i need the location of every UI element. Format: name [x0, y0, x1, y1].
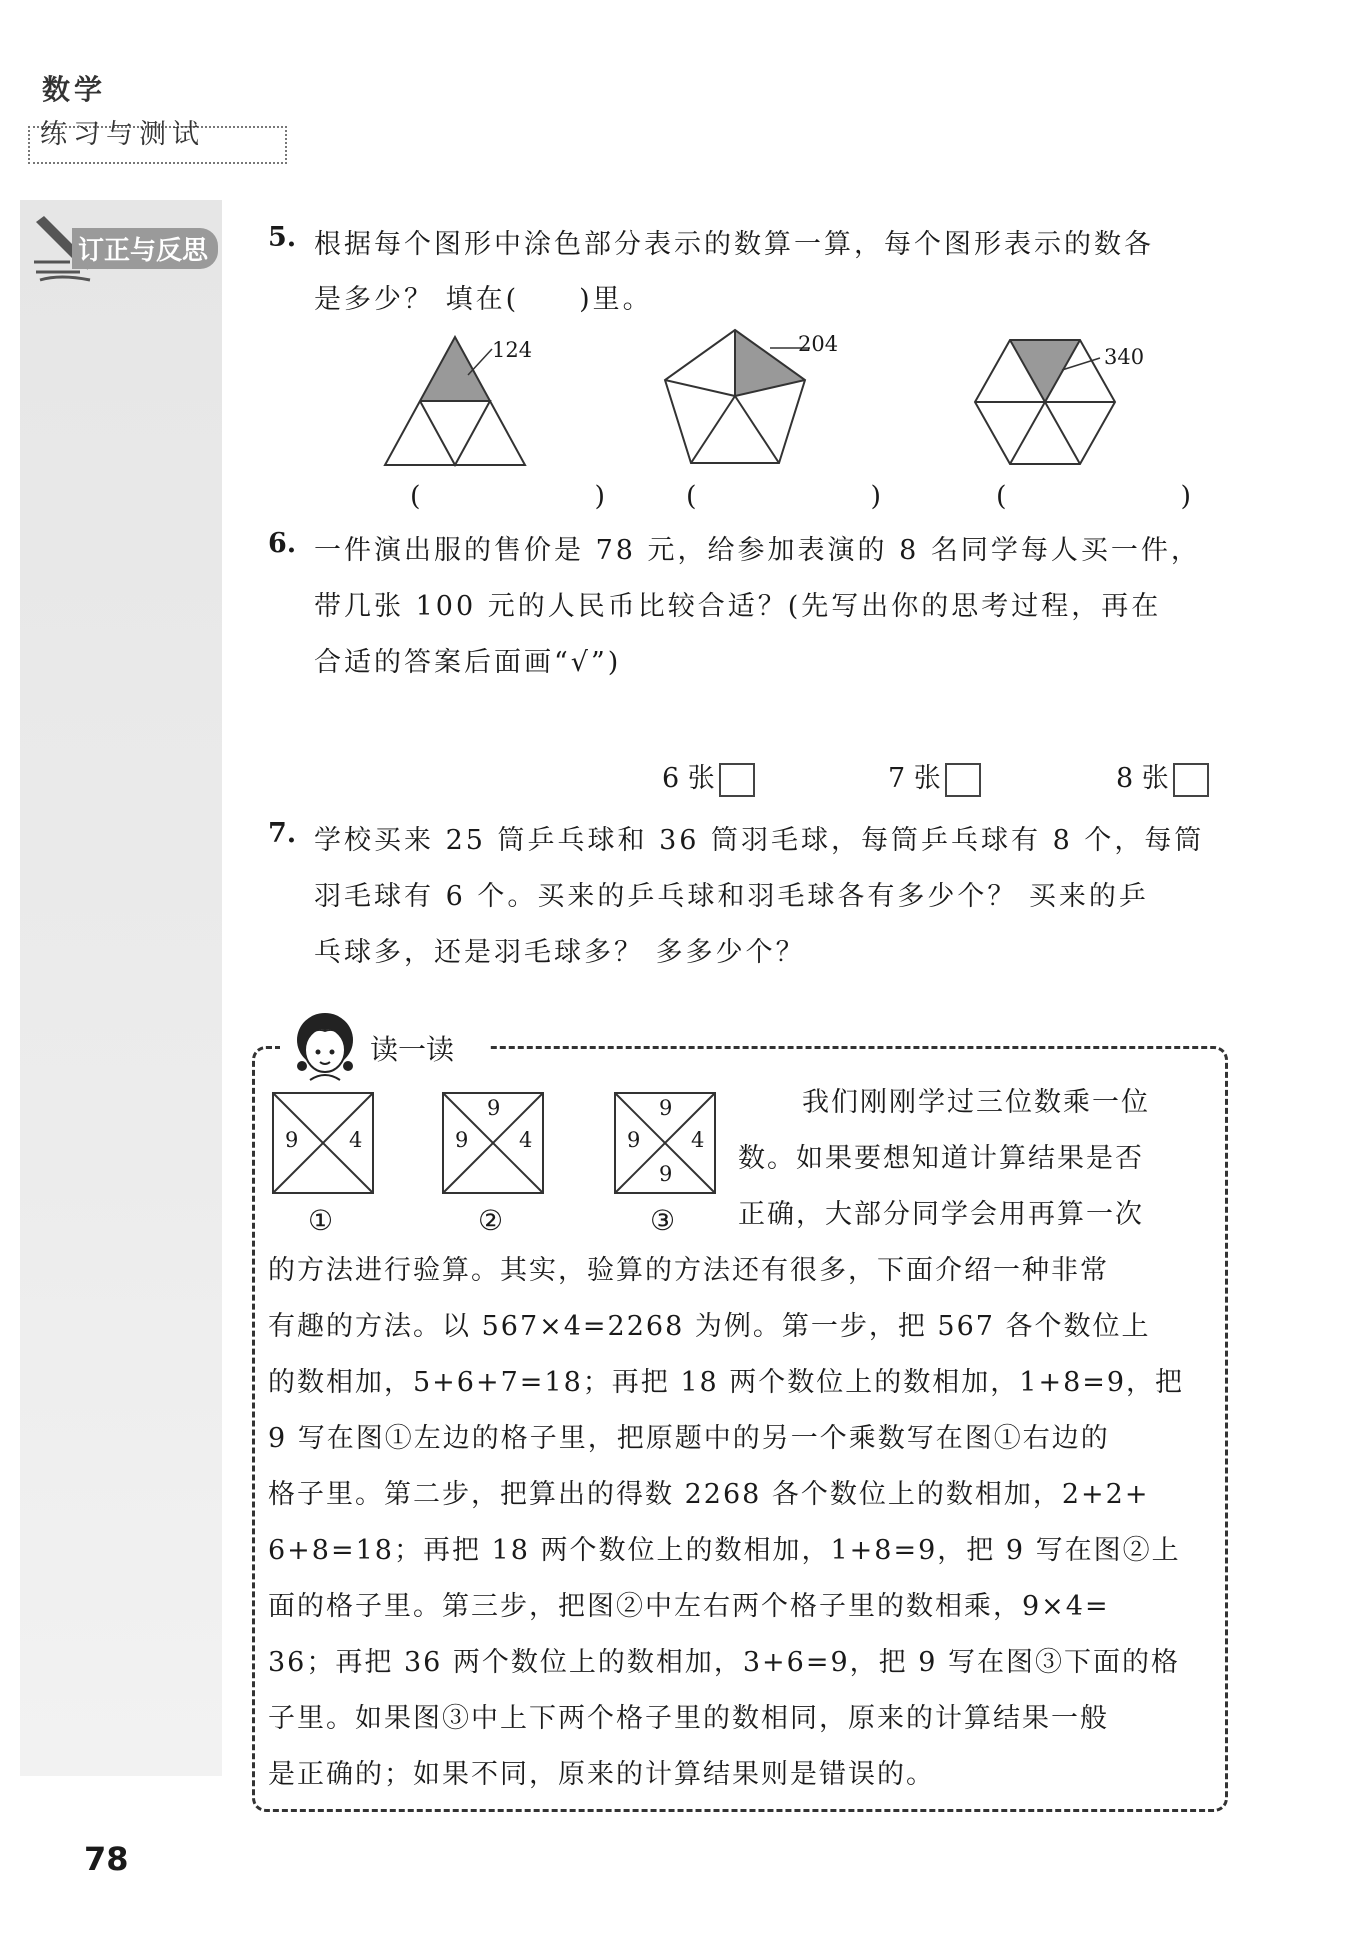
read-line-9: 子里。如果图③中上下两个格子里的数相同，原来的计算结果一般: [268, 1703, 1109, 1734]
option-7: [888, 756, 981, 797]
read-short-line-2: 数。如果要想知道计算结果是否: [738, 1143, 1144, 1174]
read-line-3: 的数相加，5+6+7=18；再把 18 两个数位上的数相加，1+8=9，把: [268, 1367, 1185, 1398]
correction-tag: 订正与反思: [72, 228, 218, 269]
option-6: [662, 756, 755, 797]
sidebar-background: [20, 200, 222, 1776]
option-7-label: 7 张: [888, 763, 941, 794]
read-line-5: 格子里。第二步，把算出的得数 2268 各个数位上的数相加，2+2+: [268, 1479, 1150, 1510]
fig3-top: 9: [659, 1096, 673, 1120]
q5-line-2: 是多少？ 填在( )里。: [314, 284, 653, 315]
answer-paren-3: ( ): [996, 481, 1232, 512]
fig3-right: 4: [691, 1128, 705, 1152]
fig3-left: 9: [627, 1128, 641, 1152]
read-line-7: 面的格子里。第三步，把图②中左右两个格子里的数相乘，9×4=: [268, 1591, 1110, 1622]
fig3-label: ③: [650, 1204, 676, 1237]
read-line-10: 是正确的；如果不同，原来的计算结果则是错误的。: [268, 1759, 935, 1790]
read-line-2: 有趣的方法。以 567×4=2268 为例。第一步，把 567 各个数位上: [268, 1311, 1151, 1342]
pentagon-figure: [660, 328, 810, 468]
fig2-left: 9: [455, 1128, 469, 1152]
header-book-title: 练习与测试: [40, 119, 205, 150]
hexagon-figure: [970, 338, 1120, 468]
option-8-label: 8 张: [1116, 763, 1169, 794]
answer-paren-2: ( ): [686, 481, 922, 512]
option-7-checkbox[interactable]: [945, 763, 981, 797]
q6-line-3: 合适的答案后面画“√”): [314, 647, 622, 678]
read-line-6: 6+8=18；再把 18 两个数位上的数相加，1+8=9，把 9 写在图②上: [268, 1535, 1181, 1566]
q6-line-2: 带几张 100 元的人民币比较合适？(先写出你的思考过程，再在: [314, 591, 1162, 622]
fig2-top: 9: [487, 1096, 501, 1120]
option-8: [1116, 756, 1209, 797]
hexagon-label: 340: [1104, 345, 1145, 369]
q7-line-3: 乓球多，还是羽毛球多？ 多多少个？: [314, 937, 806, 968]
fig3-bottom: 9: [659, 1162, 673, 1186]
fig2-right: 4: [519, 1128, 533, 1152]
fig1-right: 4: [349, 1128, 363, 1152]
q5-number: 5.: [268, 222, 297, 253]
read-short-line-3: 正确，大部分同学会用再算一次: [738, 1199, 1144, 1230]
option-8-checkbox[interactable]: [1173, 763, 1209, 797]
fig1-left: 9: [285, 1128, 299, 1152]
fig1-label: ①: [308, 1204, 334, 1237]
header-subject: 数学: [42, 73, 107, 106]
page-number: 78: [84, 1840, 129, 1878]
q7-line-1: 学校买来 25 筒乒乓球和 36 筒羽毛球，每筒乒乓球有 8 个，每筒: [314, 825, 1205, 856]
fig2-label: ②: [478, 1204, 504, 1237]
read-line-8: 36；再把 36 两个数位上的数相加，3+6=9，把 9 写在图③下面的格: [268, 1647, 1181, 1678]
triangle-label: 124: [492, 338, 533, 362]
pentagon-label: 204: [798, 332, 839, 356]
q7-line-2: 羽毛球有 6 个。买来的乒乓球和羽毛球各有多少个？ 买来的乒: [314, 881, 1149, 912]
option-6-checkbox[interactable]: [719, 763, 755, 797]
q7-number: 7.: [268, 818, 297, 849]
girl-avatar-icon: [290, 1010, 360, 1082]
q6-line-1: 一件演出服的售价是 78 元，给参加表演的 8 名同学每人买一件，: [314, 535, 1201, 566]
q5-line-1: 根据每个图形中涂色部分表示的数算一算，每个图形表示的数各: [314, 229, 1154, 260]
read-short-line-1: 我们刚刚学过三位数乘一位: [802, 1087, 1150, 1118]
q6-number: 6.: [268, 528, 297, 559]
answer-paren-1: ( ): [410, 481, 646, 512]
reading-title: 读一读: [370, 1033, 455, 1066]
option-6-label: 6 张: [662, 763, 715, 794]
read-line-4: 9 写在图①左边的格子里，把原题中的另一个乘数写在图①右边的: [268, 1423, 1110, 1454]
read-line-1: 的方法进行验算。其实，验算的方法还有很多，下面介绍一种非常: [268, 1255, 1109, 1286]
